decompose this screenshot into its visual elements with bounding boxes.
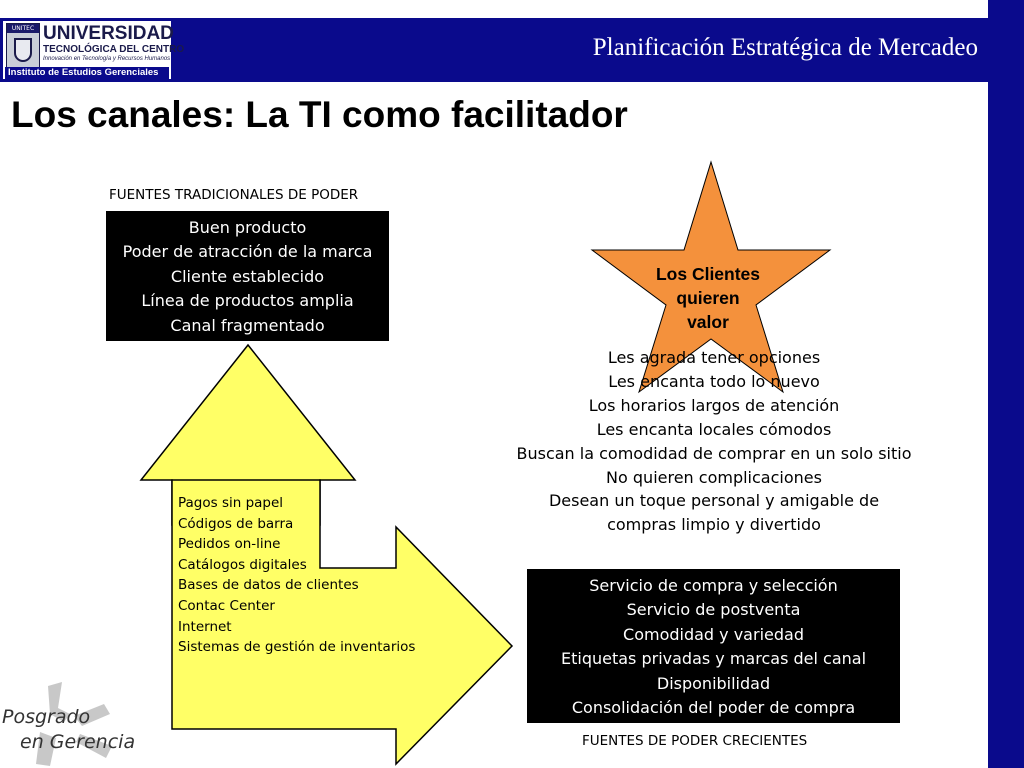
technology-list [178, 493, 415, 658]
technology-item: Catálogos digitales [178, 556, 307, 573]
growing-item: Etiquetas privadas y marcas del canal [560, 649, 867, 669]
logo-motto: Innovación en Tecnología y Recursos Humanos [43, 56, 171, 62]
traditional-item: Canal fragmentado [170, 315, 325, 335]
growing-item: Servicio de compra y selección [589, 576, 838, 595]
logo-tag: UNITEC [7, 24, 39, 33]
growing-sources-label: FUENTES DE PODER CRECIENTES [582, 733, 808, 749]
traditional-sources-box [106, 211, 389, 341]
customer-item: No quieren complicaciones [606, 467, 822, 487]
technology-item: Internet [178, 618, 232, 635]
logo-name: TECNOLÓGICA DEL CENTRO [43, 44, 185, 55]
logo-institute: Instituto de Estudios Gerenciales [5, 67, 169, 79]
customer-item: Les encanta locales cómodos [596, 419, 832, 439]
technology-item: Pedidos on-line [178, 536, 281, 553]
star-line: quieren [676, 288, 740, 308]
star-text [633, 262, 783, 334]
customer-item: Les encanta todo lo nuevo [608, 371, 820, 391]
growing-item: Disponibilidad [656, 673, 771, 693]
growing-item: Comodidad y variedad [623, 624, 804, 644]
technology-item: Bases de datos de clientes [178, 577, 359, 594]
logo-university: UNIVERSIDAD [43, 23, 174, 44]
traditional-item: Poder de atracción de la marca [122, 242, 373, 262]
technology-item: Contac Center [178, 597, 275, 614]
traditional-item: Línea de productos amplia [141, 291, 354, 311]
customer-item: Les agrada tener opciones [607, 348, 821, 367]
customer-item: compras limpio y divertido [607, 515, 821, 535]
growing-sources-box [527, 569, 900, 723]
course-title: Planificación Estratégica de Mercadeo [592, 34, 978, 61]
customer-item: Desean un toque personal y amigable de [548, 491, 880, 511]
customer-wants-list [494, 346, 934, 537]
star-line: valor [687, 312, 729, 332]
traditional-item: Cliente establecido [170, 266, 325, 286]
star-line: Los Clientes [655, 264, 761, 284]
customer-item: Buscan la comodidad de comprar en un solo sitio [516, 443, 912, 463]
growing-item: Consolidación del poder de compra [571, 698, 856, 718]
posgrado-text-line1: Posgrado [2, 706, 91, 728]
traditional-sources-label: FUENTES TRADICIONALES DE PODER [109, 187, 359, 203]
customer-item: Los horarios largos de atención [588, 395, 840, 415]
slide-title: Los canales: La TI como facilitador [11, 94, 628, 135]
technology-item: Sistemas de gestión de inventarios [178, 639, 416, 656]
technology-item: Pagos sin papel [178, 495, 284, 511]
traditional-item: Buen producto [188, 218, 307, 237]
technology-item: Códigos de barra [178, 515, 294, 532]
growing-item: Servicio de postventa [626, 600, 801, 620]
posgrado-text-line2: en Gerencia [20, 731, 136, 753]
